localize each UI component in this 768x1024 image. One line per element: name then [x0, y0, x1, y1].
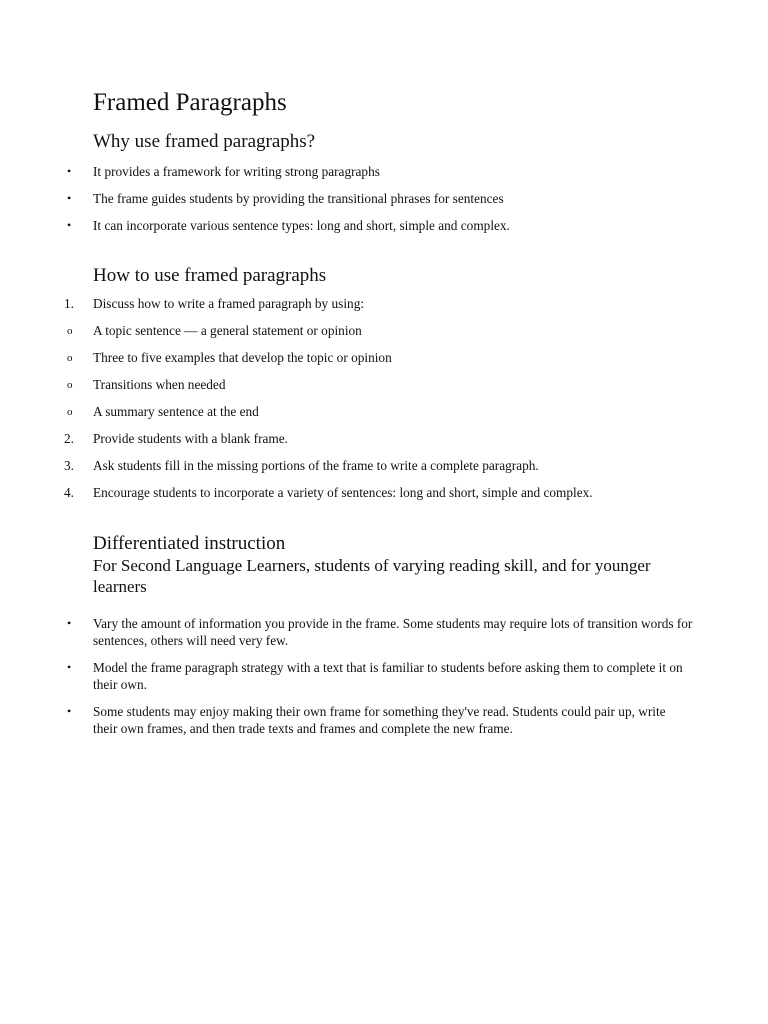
- number-marker: 1.: [64, 296, 74, 311]
- circle-marker: o: [67, 406, 73, 418]
- section-heading-why: Why use framed paragraphs?: [93, 131, 316, 152]
- why-list: [67, 163, 693, 234]
- differentiated-list: [67, 615, 693, 737]
- list-item: [64, 457, 693, 474]
- list-item-text: Vary the amount of information you provide in the frame. Some students may require lots of transition words for sentences, others will need very few.: [93, 616, 693, 648]
- bullet-marker: •: [67, 191, 72, 205]
- list-item-text: Provide students with a blank frame.: [93, 431, 288, 446]
- document-content: [64, 88, 693, 737]
- list-item-text: Ask students fill in the missing portions of the frame to write a complete paragraph.: [93, 458, 539, 473]
- list-item-text: It provides a framework for writing strong paragraphs: [93, 164, 380, 179]
- number-marker: 2.: [64, 431, 74, 446]
- list-item: [67, 376, 693, 393]
- list-item-text: A topic sentence — a general statement or opinion: [93, 323, 362, 338]
- section-heading-how: How to use framed paragraphs: [93, 265, 327, 286]
- list-item: [64, 484, 693, 501]
- circle-marker: o: [67, 325, 73, 337]
- list-item-text: Model the frame paragraph strategy with a text that is familiar to students before asking them to complete it on their own.: [93, 660, 683, 692]
- list-item-text: It can incorporate various sentence types: long and short, simple and complex.: [93, 218, 510, 233]
- bullet-marker: •: [67, 704, 72, 718]
- bullet-marker: •: [67, 616, 72, 630]
- list-item: [67, 322, 693, 339]
- list-item: [67, 403, 693, 420]
- section-heading-differentiated: Differentiated instruction: [93, 533, 286, 554]
- number-marker: 4.: [64, 485, 74, 500]
- bullet-marker: •: [67, 218, 72, 232]
- circle-marker: o: [67, 379, 73, 391]
- list-item: [64, 430, 693, 447]
- circle-marker: o: [67, 352, 73, 364]
- list-item-text: Encourage students to incorporate a variety of sentences: long and short, simple and complex.: [93, 485, 593, 500]
- list-item: [67, 703, 693, 737]
- list-item-text: Some students may enjoy making their own frame for something they've read. Students could pair up, write their own frames, and then trade texts and frames and complete the new frame.: [93, 704, 666, 736]
- list-item-text: A summary sentence at the end: [93, 404, 259, 419]
- list-item-text: The frame guides students by providing the transitional phrases for sentences: [93, 191, 504, 206]
- section-subheading: For Second Language Learners, students of varying reading skill, and for younger learners: [93, 556, 651, 596]
- list-item-text: Transitions when needed: [93, 377, 226, 392]
- list-item: [67, 163, 693, 180]
- document-title: Framed Paragraphs: [93, 89, 287, 116]
- list-item: [67, 659, 693, 693]
- list-item: [64, 295, 693, 312]
- list-item: [67, 615, 693, 649]
- how-list: [64, 295, 693, 501]
- bullet-marker: •: [67, 164, 72, 178]
- list-item: [67, 349, 693, 366]
- list-item-text: Three to five examples that develop the topic or opinion: [93, 350, 392, 365]
- list-item-text: Discuss how to write a framed paragraph by using:: [93, 296, 365, 311]
- list-item: [67, 217, 693, 234]
- bullet-marker: •: [67, 660, 72, 674]
- number-marker: 3.: [64, 458, 74, 473]
- list-item: [67, 190, 693, 207]
